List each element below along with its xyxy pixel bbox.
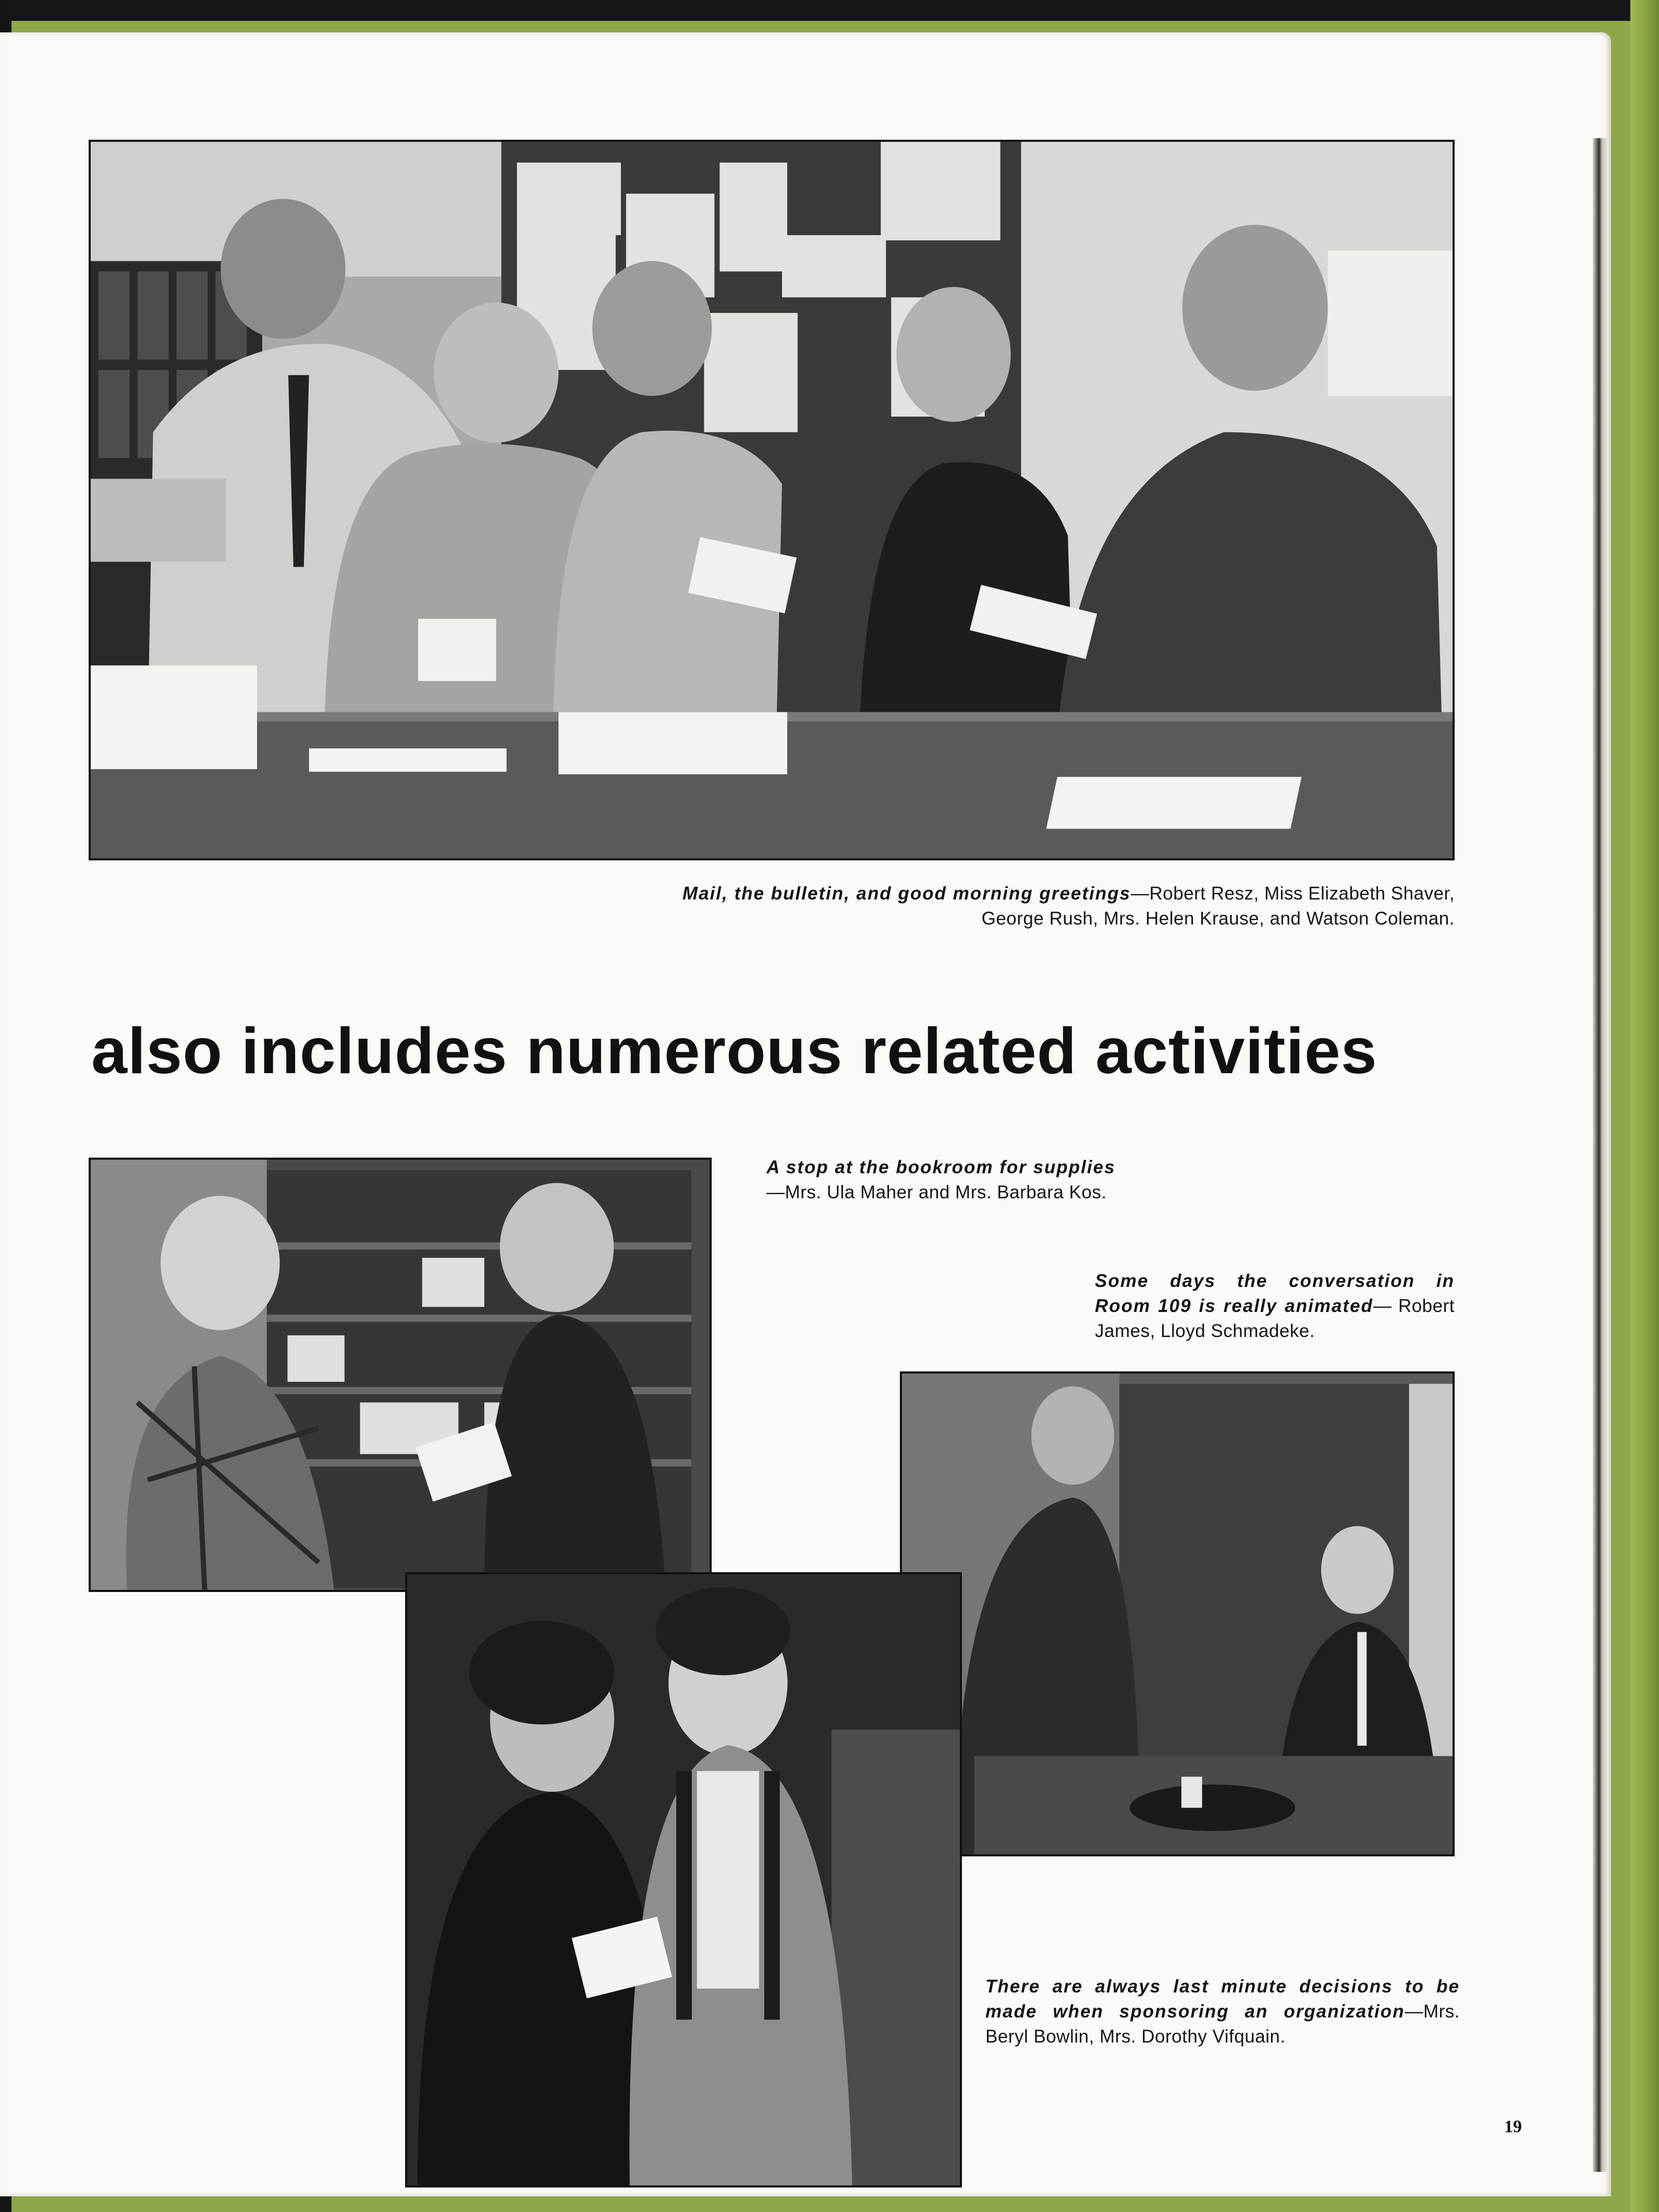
section-headline: also includes numerous related activities [91,1015,1377,1087]
caption-decisions-lead: There are always last minute decisions to be made when sponsoring an organization [985,1976,1460,2022]
caption-room109-lead: Some days the conversation in Room 109 is really animated [1095,1271,1455,1316]
caption-mailroom-names: —Robert Resz, Miss Elizabeth Shaver, George Rush, Mrs. Helen Krause, and Watson Coleman. [981,883,1455,929]
caption-decisions [985,1974,1460,2049]
book-cover-top-edge [0,0,1659,21]
caption-room109-names: — Robert James, Lloyd Schmadeke. [1095,1296,1455,1341]
book-cover-right-edge [1630,0,1659,2212]
caption-mailroom-lead: Mail, the bulletin, and good morning greetings [682,883,1131,904]
photo-decisions-image [407,1574,960,2185]
caption-decisions-names: —Mrs. Beryl Bowlin, Mrs. Dorothy Vifquain. [985,2001,1460,2047]
photo-decisions [405,1572,962,2187]
caption-bookroom-names: —Mrs. Ula Maher and Mrs. Barbara Kos. [766,1182,1107,1202]
photo-mailroom [89,140,1455,860]
caption-room109 [1095,1269,1455,1344]
caption-bookroom [766,1155,1236,1205]
caption-bookroom-lead: A stop at the bookroom for supplies [766,1157,1116,1177]
photo-room109 [900,1371,1455,1856]
photo-bookroom [89,1158,712,1592]
photo-bookroom-image [91,1160,710,1590]
photo-mailroom-image [91,142,1453,858]
caption-mailroom [678,881,1455,931]
photo-room109-image [902,1374,1453,1854]
page-binding-edge [1593,138,1608,2172]
page-number: 19 [1504,2117,1522,2136]
